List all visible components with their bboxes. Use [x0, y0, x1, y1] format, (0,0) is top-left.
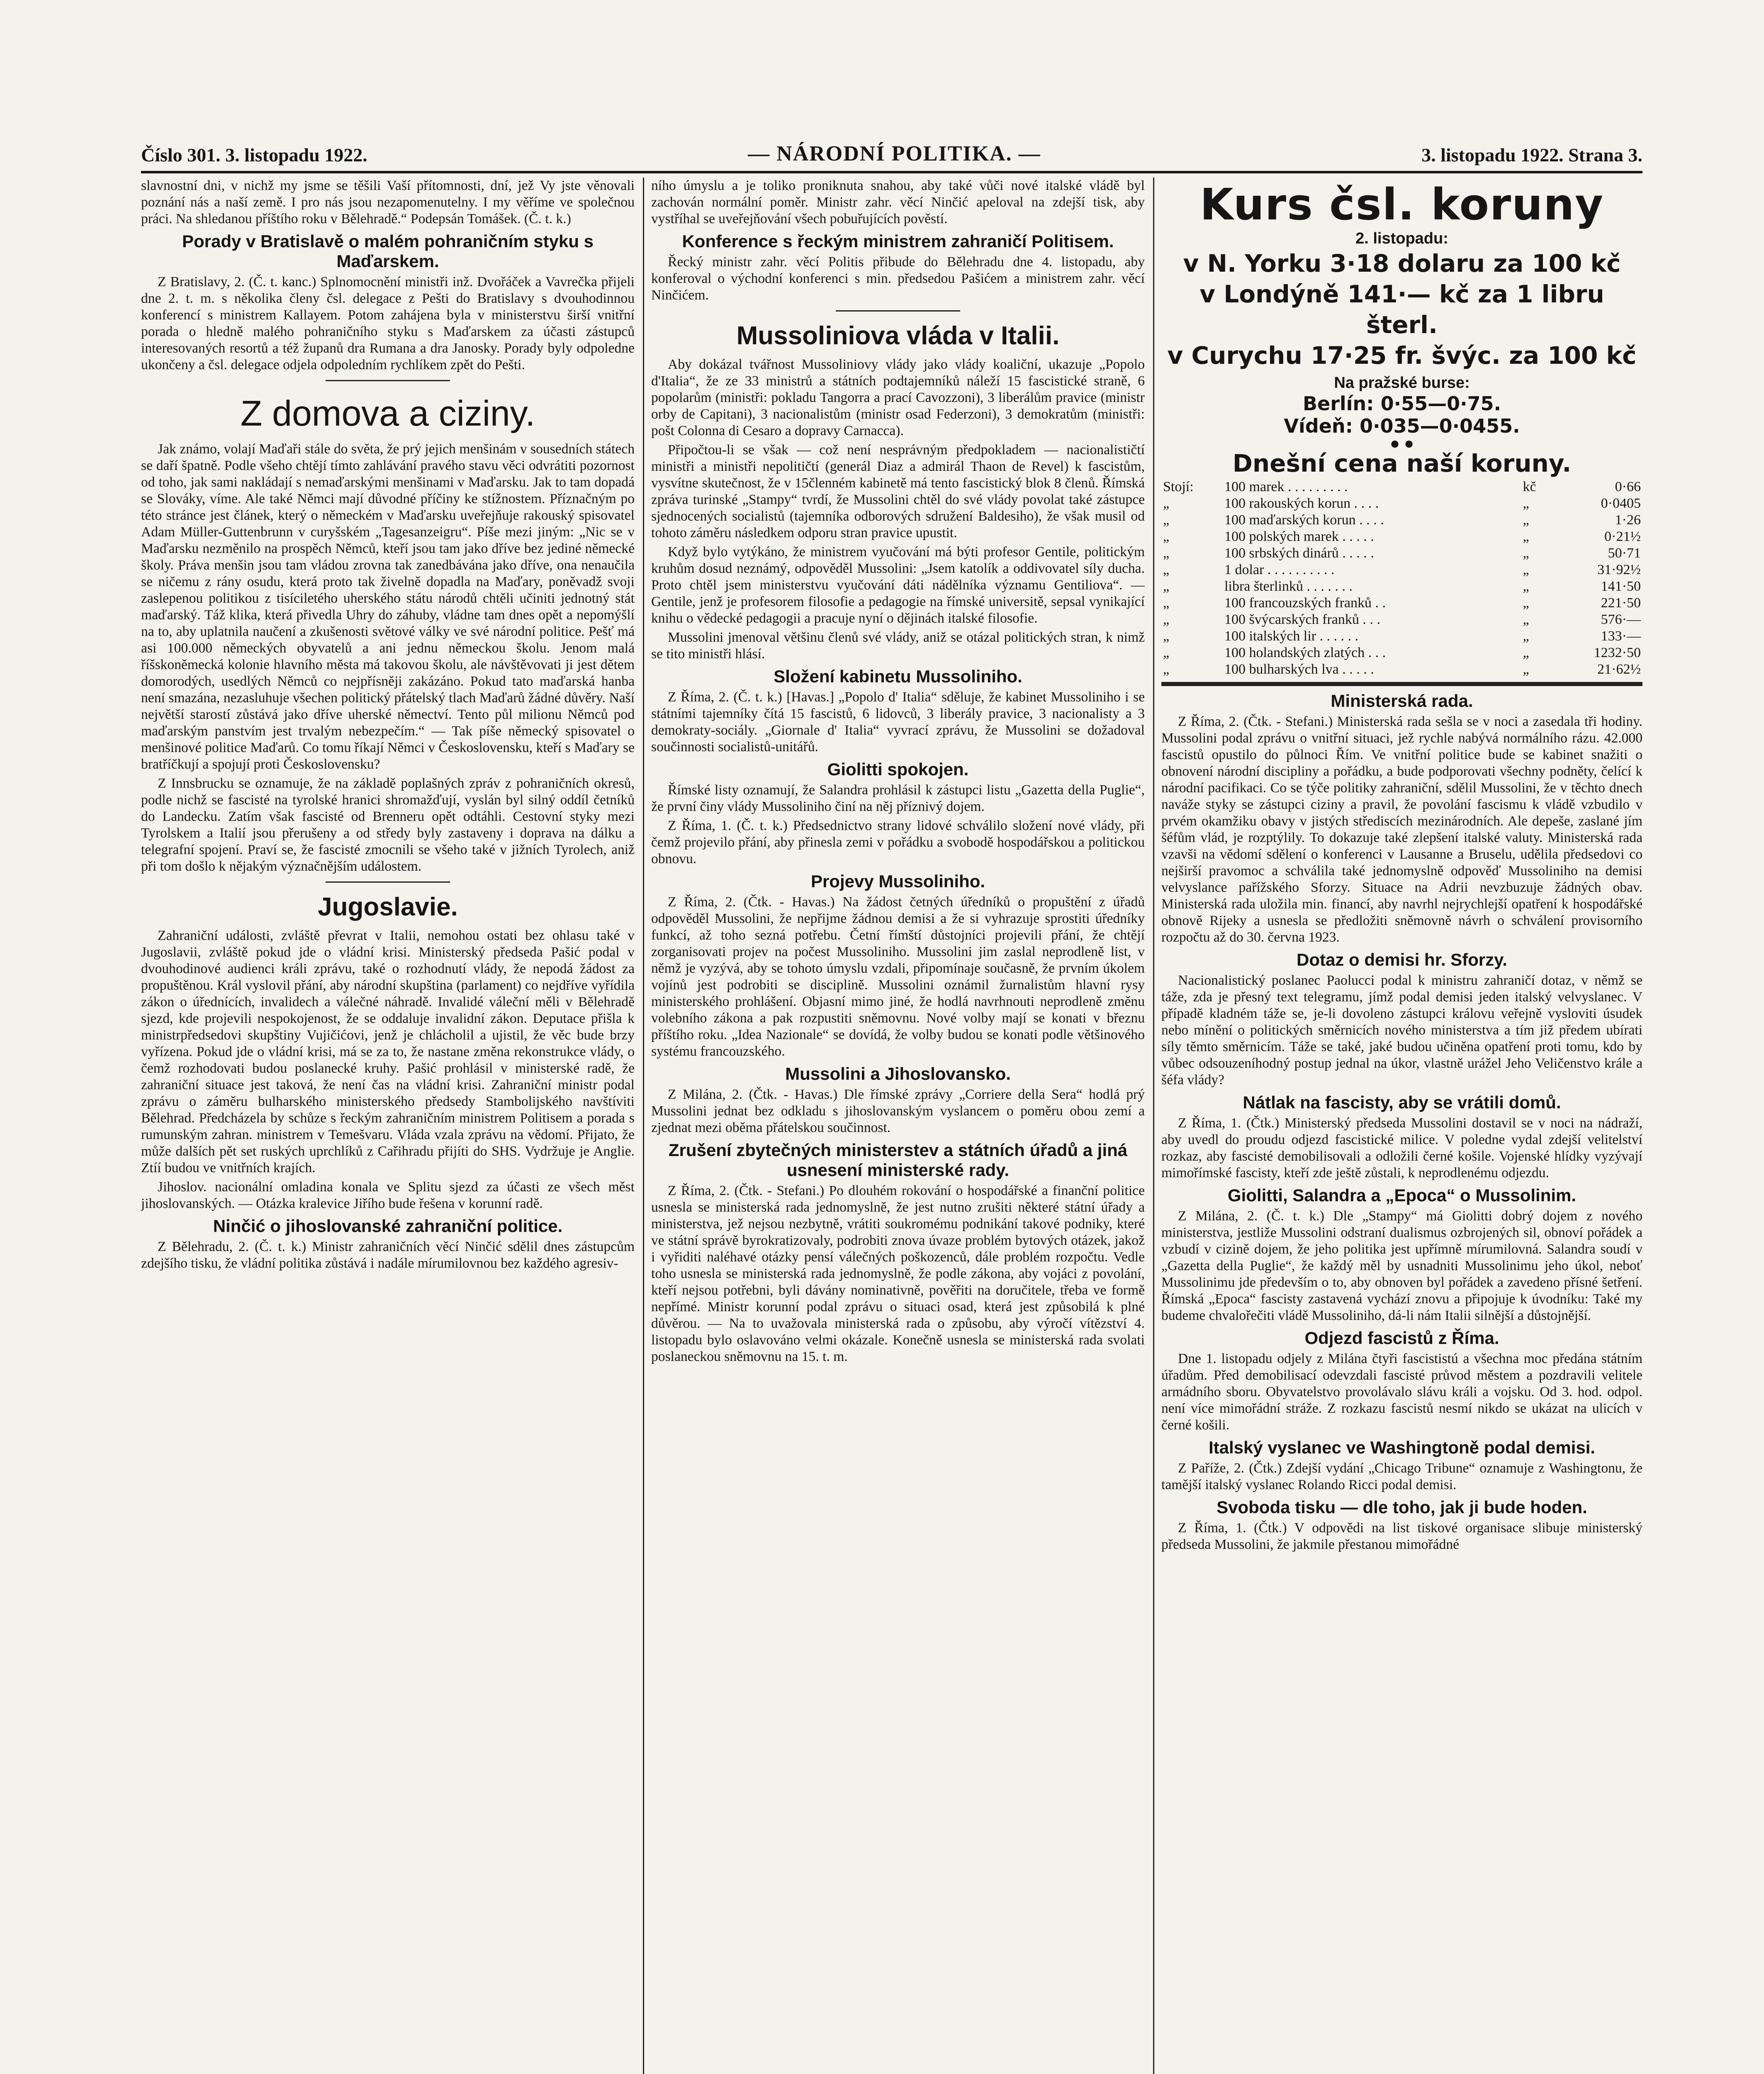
rate-prefix: „: [1163, 579, 1170, 594]
headline-giolitti-salandra: Giolitti, Salandra a „Epoca“ o Mussolinim.: [1227, 1185, 1577, 1205]
rates-table: [1161, 479, 1642, 678]
section-title-jugoslavie: Jugoslavie.: [318, 893, 458, 921]
rate-row: [1161, 595, 1642, 611]
headline-odjezd: Odjezd fascistů z Říma.: [1304, 1328, 1499, 1348]
exchange-rate-title: Kurs čsl. koruny: [1200, 179, 1604, 230]
header-rule: [141, 171, 1642, 173]
rate-label: 100 maďarských korun . . . .: [1224, 512, 1384, 528]
rate-prefix: „: [1163, 628, 1170, 644]
article-mussolini-4: Mussolini jmenoval většinu členů své vlády, aniž se otázal politických stran, k nimž se tito ministři hlásí.: [651, 630, 1145, 662]
column-divider: [1153, 178, 1154, 2074]
rate-unit: „: [1523, 545, 1529, 561]
article-zruseni: Z Říma, 2. (Čtk. - Stefani.) Po dlouhém rokování o hospodářské a finanční politice usnesla se ministerská rada jednomyslně, že jest nutno zrušiti některé státní úřady a ministerstva, jež nejsou nezbytně, vrátiti soukromému podnikání takové podniky, které ve státní správě byrokratizovaly, podrobiti znova úvaze problém bytových otázek, jakož i vyřiditi naléhavé otázky pensí válečných poškozenců, dále problém rozpočtu. Vedle toho usnesla se ministerská rada jednomyslně, že podle zákona, aby vojáci z povolání, kteří nejsou potřebni, byli dávány nominativně, pověřiti na doručitele, třeba ve formě nepřímé. Ministr korunní podal zprávu o situaci osad, která jest způsobilá k plné důvěrou. — Na to uvažovala ministerská rada o způsobu, aby výročí vítězství 4. listopadu bylo oslavováno velmi okázale. Konečně usnesla se ministerská rada svolati poslaneckou sněmovnu na 15. t. m.: [651, 1183, 1145, 1364]
rate-unit: „: [1523, 645, 1529, 660]
article-continuation: slavnostní dni, v nichž my jsme se těšili Vaší přítomnosti, dní, jež Vy jste věnovali poznání nás a naší země. I pro nás jsou nezapomenutelny. I my věříme ve společnou práci. Na shledanou příštího roku v Bělehradě.“ Podepsán Tomášek. (Č. t. k.): [141, 178, 635, 226]
bourse-berlin: Berlín: 0·55—0·75.: [1302, 392, 1501, 415]
article-mussolini-3: Když bylo vytýkáno, že ministrem vyučování má býti profesor Gentile, politickým kruhům dosud neznámý, odpověděl Mussolini: „Jsem katolík a oddivovatel síly ducha. Proto chtěl jsem ministerstvu vyučování dáti nádělníka významu Gentiliova“. — Gentile, jenž je profesorem filosofie a pedagogie na římské universitě, sepsal vynikající knihu o vědecké pedagogii a pracuje nyní o dějinách italské filosofie.: [651, 544, 1145, 626]
article-slozeni: Z Říma, 2. (Č. t. k.) [Havas.] „Popolo d' Italia“ sděluje, že kabinet Mussoliniho i se státními tajemníky čítá 15 fascistů, 6 lidovců, 3 liberály pravice, 3 nacionalisty a 3 demokraty-sociály. „Giornale d' Italia“ vyvrací zprávu, že Mussolini se dožadoval součinnosti socialistů-unitářů.: [651, 689, 1145, 755]
article-nincic: Z Bělehradu, 2. (Č. t. k.) Ministr zahraničních věcí Ninčić sdělil dnes zástupcům zdejšího tisku, že vládní politika zůstává i nadále mírumilovnou bez každého agresiv-: [141, 1239, 635, 1271]
headline-projevy: Projevy Mussoliniho.: [810, 871, 985, 891]
rate-unit: „: [1523, 512, 1529, 528]
rate-row: [1161, 645, 1642, 661]
headline-porady: Porady v Bratislavě o malém pohraničním styku s Maďarskem.: [182, 231, 594, 271]
rate-row: [1161, 495, 1642, 512]
newspaper-title: — NÁRODNÍ POLITIKA. —: [748, 142, 1041, 166]
headline-washington: Italský vyslanec ve Washingtoně podal demisi.: [1208, 1438, 1596, 1457]
rate-label: 100 švýcarských franků . . .: [1224, 612, 1380, 627]
rate-zurich: v Curychu 17·25 fr. švýc. za 100 kč: [1167, 341, 1637, 370]
rate-value: 576·—: [1601, 612, 1641, 627]
newspaper-page: [141, 133, 1642, 2074]
article-giolitti-salandra: Z Milána, 2. (Č. t. k.) Dle „Stampy“ má Giolitti dobrý dojem z nového ministerstva, jestliže Mussolini odstraní dualismus ozbrojených sil, obnoví pořádek a vzbudí v cizině dojem, že jeho politika jest upřímně mírumilovná. Salandra soudí v „Gazetta della Puglie“, že každý měl by usnadniti Mussolinimu jeho úkol, neboť Mussolinimu jde především o to, aby obnoven byl pořádek a zavedeno přísné šetření. Římská „Epoca“ fascisty zastavená vychází znovu a připojuje k úvodníku: Také my budeme chvalořečiti vládě Mussoliniho, dá-li nám Italii silnější a důstojnější.: [1161, 1208, 1642, 1323]
rate-row: [1161, 611, 1642, 628]
article-ministerska-rada: Z Říma, 2. (Čtk. - Stefani.) Ministerská rada sešla se v noci a zasedala tři hodiny. Mussolini podal zprávu o vnitřní situaci, jež rychle nabývá normálního rázu. 42.000 fascistů opustilo do půlnoci Řím. Ve vnitřní politice bude se kabinet snažiti o obnovení národní discipliny a pořádku, a bude podporovati všechny podněty, čelící k národní pacifikaci. Co se týče politiky zahraniční, sdělil Mussolini, že v těchto dnech naváže styky se zástupci ciziny a pravil, že povolání fascismu k vládě vzbudilo v prvém okamžiku obavy v jistých střediscích mezinárodních. Ale depeše, zaslané jím šéfům vlád, je rozptýlily. To dokazuje také zlepšení italské valuty. Ministerská rada vzavši na vědomí sdělení o konferenci v Lausanne a Bruselu, udělila předsedovi co nejširší pravomoc a schválila také jednomyslně odpověď Mussoliniho na demisi velvyslance pařížského Sforzy. Situace na Adrii nevzbuzuje žádných obav. Ministerská rada uložila min. financí, aby navrhl nejrychlejší opatření k hospodářské obnově Rijeky a usnesla se předložiti sněmovně návrh o schválení provisorního rozpočtu až do 30. června 1923.: [1161, 714, 1642, 945]
headline-ministerska-rada: Ministerská rada.: [1331, 691, 1473, 711]
headline-natlak: Nátlak na fascisty, aby se vrátili domů.: [1243, 1093, 1561, 1112]
column-1: [141, 178, 635, 2074]
rate-value: 141·50: [1601, 579, 1641, 594]
rate-label: libra šterlinků . . . . . . .: [1224, 579, 1353, 594]
article-domova-1: Jak známo, volají Maďaři stále do světa, že prý jejich menšinám v sousedních státech se daří špatně. Podle všeho chtějí tímto zahlávání pravého stavu věci odvrátiti pozornost od toho, jak sami nakládají s nemaďarskými menšinami v Maďarsku. Jak to tam dopadá se Slováky, víme. Ale také Němci mají důvodné příčiny ke stížnostem. Příznačným po této stránce jest článek, který o německém v Maďarsku uveřejňuje rakouský spisovatel Adam Müller-Guttenbrunn v curyšském „Tagesanzeigru“. Píše mezi jiným: „Nic se v Maďarsku nezměnilo na prospěch Němců, kteří jsou tam jako dříve bez jediné německé školy. Práva menšin jsou tam vládou zrovna tak zanedbávána jako dříve, ona nenaučila se ničemu z rány osudu, která proto tak živelně dopadla na Maďary, poněvadž svoji zaslepenou politikou z tisíciletého uherského státu národů chtěli učiniti jednotný stát maďarský. Táž klika, která přivedla Uhry do záhuby, vládne tam dnes opět a nepomýšlí na to, aby uplatnila naučení a zkušenosti světové války ve své národní politice. Pešť má asi 100.000 německých obyvatelů a ani jednu německou školu. Jenom malá říšskoněmecká kolonie hlavního města má takovou školu, ale návštěvovati ji jest dětem domorodých, usedlých Němců co nejpřísněji zakázáno. Pokud tato maďarská hanba není smazána, nezasluhuje všechen politický přátelský tlach Maďarů žádné důvěry. Naší největší starostí zůstává jako dříve uherské němectví. Tento půl milionu Němců pod maďarským panstvím jest trvalým nebezpečím.“ — Tak píše německý spisovatel o menšinové politice Maďarů. Co tomu říkají Němci v Československu, kteří s Maďary se bratříčkují a spojují proti Československu?: [141, 441, 635, 772]
rate-unit: „: [1523, 579, 1529, 594]
article-giolitti-1: Římské listy oznamují, že Salandra prohlásil k zástupci listu „Gazetta della Puglie“, že první činy vlády Mussoliniho činí na něj příznivý dojem.: [651, 782, 1145, 814]
rate-row: [1161, 628, 1642, 645]
rate-unit: „: [1523, 529, 1529, 544]
rate-label: 100 rakouských korun . . . .: [1224, 496, 1379, 511]
rate-unit: kč: [1523, 479, 1536, 494]
ornament-dots: ● ●: [1389, 434, 1414, 453]
rate-row: [1161, 545, 1642, 562]
rate-row: [1161, 562, 1642, 578]
article-mussolini-2: Připočtou-li se však — což není nesprávným předpokladem — nacionalističtí ministři a ministři nepolitičtí (generál Diaz a admirál Thaon de Revel) k fascistům, vysvítne skutečnost, že v 15členném kabinetě má tento fascistický blok 8 členů. Římská zpráva turinské „Stampy“ tvrdí, že Mussolini chtěl do své vlády povolat také zástupce sjednocených socialistů (tajemníka odborových sdružení Baldesiho), že však musil od tohoto záměru následkem odporu stran pravice upustit.: [651, 442, 1145, 540]
rate-label: 100 srbských dinárů . . . . .: [1224, 545, 1374, 561]
article-sforza: Nacionalistický poslanec Paolucci podal k ministru zahraničí dotaz, v němž se táže, zda je přesný text telegramu, jímž podal demisi jeden italský velvyslanec. V případě kladném táže se, je-li dovoleno zástupci královu veřejně vysloviti úsudek nebo mínění o politických směrnicích nového ministerstva a tím již předem ubírati síly těmto směrnicím. Táže se také, jaké budou učiněna opatření proti tomu, kdo by vůbec odsouzeníhodný postup jednal na úkor, vlastně urážel Jeho Veličenstvo krále a šéfa vlády?: [1161, 973, 1642, 1088]
rate-prefix: „: [1163, 545, 1170, 561]
rate-value: 0·66: [1615, 479, 1641, 494]
rate-row: [1161, 661, 1642, 678]
rate-prefix: „: [1163, 662, 1170, 677]
rate-prefix: „: [1163, 612, 1170, 627]
headline-jihoslovansko: Mussolini a Jihoslovansko.: [785, 1064, 1011, 1083]
masthead: [141, 133, 1642, 166]
rate-value: 133·—: [1601, 628, 1641, 644]
rate-unit: „: [1523, 628, 1529, 644]
headline-nincic: Ninčić o jihoslovanské zahraniční politice.: [213, 1216, 563, 1236]
rate-value: 0·0405: [1601, 496, 1641, 511]
rate-prefix: „: [1163, 512, 1170, 528]
page-info: 3. listopadu 1922. Strana 3.: [1421, 144, 1642, 166]
separator: [836, 310, 960, 312]
article-domova-2: Z Innsbrucku se oznamuje, že na základě poplašných zpráv z pohraničních okresů, podle nichž se fascisté na tyrolské hranici shromažďují, vyslán byl silný oddíl četníků do Landecku. Zatím však fascisté od Brenneru opět odtáhli. Cestovní styky mezi Tyrolskem a Italií jsou přerušeny a od středy byly zastaveny i doprava na dálku a telegrafní spojení. Praví se, že fascisté zmocnili se všeho také v jižních Tyrolech, aniž při tom došlo k nějakým význačnějším událostem.: [141, 776, 635, 874]
article-giolitti-2: Z Říma, 1. (Č. t. k.) Předsednictvo strany lidové schválilo složení nové vlády, při čemž projevilo přání, aby přinesla zemi v pořádku a svobodě hospodářskou a politickou obnovu.: [651, 818, 1145, 867]
column-divider: [643, 178, 644, 2074]
article-jihoslovansko: Z Milána, 2. (Čtk. - Havas.) Dle římské zprávy „Corriere della Sera“ hodlá prý Mussolini jednat bez odkladu s jihoslovanským vyslancem o poměru obou zemí a zjednat mezi oběma přátelskou součinnost.: [651, 1087, 1145, 1135]
article-natlak: Z Říma, 1. (Čtk.) Ministerský předseda Mussolini dostavil se v noci na nádraží, aby uvedl do proudu odjezd fascistické milice. V poledne vydal zdejší velitelství rozkaz, aby fascisté demobilisovali a odložili černé košile. Vojenské hlídky vyzývají mimořímské fascisty, kteří zde ještě zůstali, k neprodlenému odjezdu.: [1161, 1115, 1642, 1181]
article-jugoslavie-1: Zahraniční události, zvláště převrat v Italii, nemohou ostati bez ohlasu také v Jugoslavii, zvláště pokud jde o vládní krisi. Ministerský předseda Pašić podal v dvouhodinové audienci králi zprávu, také o rozhodnutí vlády, že nepodá žádost za propuštěnou. Král vyslovil přání, aby národní skupština (parlament) co nejdříve vyřídila zákon o úřednících, invalidech a válečné náhradě. Invalidé váleční měli v Bělehradě sjezd, kde projevili nespokojenost, že se oddaluje invalidní zákon. Deputace přišla k ministrpředsedovi skupštiny Vujičićovi, jenž je chlácholil a ujistil, že věc bude brzy vyřízena. Pokud jde o vládní krisi, má se za to, že nastane změna rekonstrukce vlády, o čemž rozhodovati budou poslanecké kruhy. Pašić prohlásil v ministerské radě, že zahraniční situace jest taková, že není čas na vládní krisi. Zahraniční ministr podal zprávu o záměru bulharského ministerského předsedy Stambolijského navštíviti Bělehrad. Předcházela by schůze s řeckým zahraničním ministrem Politisem a porada s rumunským zahran. ministrem v Temešvaru. Vláda vzala zprávu na vědomí. Přijato, že může dalších pět set ruských uprchlíků z Cařihradu přijíti do SHS. Vydržuje je Anglie. Ztíí budou ve vnitřních krajích.: [141, 928, 635, 1176]
rate-unit: „: [1523, 612, 1529, 627]
article-washington: Z Paříže, 2. (Čtk.) Zdejší vydání „Chicago Tribune“ oznamuje z Washingtonu, že tamější italský vyslanec Rolando Ricci podal demisi.: [1161, 1461, 1642, 1492]
rate-value: 31·92½: [1597, 562, 1641, 577]
article-jugoslavie-2: Jihoslov. nacionální omladina konala ve Splitu sjezd za účasti ze všech měst jihoslovanských. — Otázka kralevice Jiřího bude řešena v korunní radě.: [141, 1179, 635, 1211]
rate-unit: „: [1523, 662, 1529, 677]
rate-row: [1161, 528, 1642, 545]
rate-label: 100 italských lir . . . . . .: [1224, 628, 1359, 644]
separator: [326, 380, 450, 381]
rate-prefix: „: [1163, 595, 1170, 611]
column-3: [1161, 178, 1642, 2074]
article-porady: Z Bratislavy, 2. (Č. t. kanc.) Splnomocnění ministři inž. Dvořáček a Vavrečka přijeli dne 2. t. m. s několika členy čsl. delegace z Pešti do Bratislavy s dvouhodinnou konferencí s ministrem Kallayem. Potom zahájena byla v ministerstvu širší vnitřní porada o hledně malého pohraničního styku s Maďarskem za účasti zástupců interesovaných resortů a též županů dra Rumana a dra Janosky. Porady byly odpoledne ukončeny a čsl. delegace odjela odpoledním rychlíkem zpět do Pešti.: [141, 274, 635, 372]
prague-bourse-title: Na pražské burse:: [1334, 374, 1470, 392]
rate-label: 100 bulharských lva . . . . .: [1224, 662, 1374, 677]
section-title-mussolini: Mussoliniova vláda v Italii.: [736, 321, 1060, 350]
rate-value: 1·26: [1615, 512, 1641, 528]
separator: [326, 881, 450, 883]
column-2: [651, 178, 1145, 2074]
rate-prefix: „: [1163, 645, 1170, 660]
rate-label: 100 francouzských franků . .: [1224, 595, 1386, 611]
crown-price-title: Dnešní cena naší koruny.: [1232, 449, 1572, 477]
rate-row: [1161, 512, 1642, 528]
rate-prefix: Stojí:: [1163, 479, 1194, 494]
rate-label: 100 marek . . . . . . . . .: [1224, 479, 1348, 494]
rate-unit: „: [1523, 595, 1529, 611]
headline-sforza: Dotaz o demisi hr. Sforzy.: [1297, 950, 1507, 969]
article-mussolini-1: Aby dokázal tvářnost Mussoliniovy vlády jako vlády koaliční, ukazuje „Popolo d'Italia“, že ze 33 ministrů a státních podtajemníků náleží 15 fascistické straně, 6 popolarům (ministři: pokladu Tangorra a prací Cavozzoni), 3 liberálům pravice (ministr orby de Capitani), 3 nacionalistům (ministr osad Federzoni), 3 demokratům (ministři: pošt Colonna di Cesaro a dopravy Carnacca).: [651, 357, 1145, 438]
headline-svoboda: Svoboda tisku — dle toho, jak ji bude hoden.: [1217, 1497, 1587, 1517]
rate-label: 100 polských marek . . . . .: [1224, 529, 1374, 544]
rate-london: v Londýně 141·— kč za 1 libru šterl.: [1200, 280, 1604, 339]
rate-value: 21·62½: [1597, 662, 1641, 677]
article-odjezd: Dne 1. listopadu odjely z Milána čtyři fascististú a všechna moc předána státním úřadům. Před demobilisací odevzdali fascisté průvod městem a pozdravili velitele armádního sboru. Obyvatelstvo provolávalo slávu králi a vojsku. Od 3. hod. odpol. není více mimořádní stráže. Z rozkazu fascistů nesmí nikdo se ukázat na ulicích v černé košili.: [1161, 1351, 1642, 1433]
article-projevy: Z Říma, 2. (Čtk. - Havas.) Na žádost četných úředníků o propuštění z úřadů odpověděl Mussolini, že nepřijme žádnou demisi a že si vyhrazuje sprostiti úředníky funkcí, až toho sezná potřebu. Četní římští důstojníci projevili přání, že chtějí zorganisovati projev na počest Mussoliniho. Mussolini jim zaslal neprodleně list, v němž je vyzývá, aby se tohoto úmyslu vzdali, připomínaje současně, že prvním úkolem vojínů jest podrobiti se disciplině. Mussolini oznámil žurnalistům hlavní rysy ministerského prohlášení. Objasní mimo jiné, že hodlá navrhnouti neprodleně změnu volebního zákona a pak rozpustiti sněmovnu. Nové volby mají se konati v březnu příštího roku. „Idea Nazionale“ se dovídá, že volby budou se konati podle většinového systému francouzského.: [651, 894, 1145, 1059]
rate-row: [1161, 479, 1642, 495]
headline-zruseni: Zrušení zbytečných ministerstev a státních úřadů a jiná usnesení ministerské rady.: [668, 1140, 1128, 1180]
headline-konference: Konference s řeckým ministrem zahraničí Politisem.: [682, 231, 1114, 251]
rate-unit: „: [1523, 496, 1529, 511]
article-continuation: ního úmyslu a je toliko proniknuta snahou, aby také vůči nové italské vládě byl zachován normální poměr. Ministr zahr. věcí Ninčić apeloval na zdejší tisk, aby vystříhal se uveřejňování všech pobuřujících pověstí.: [651, 178, 1145, 226]
rate-prefix: „: [1163, 496, 1170, 511]
article-konference: Řecký ministr zahr. věcí Politis přibude do Bělehradu dne 4. listopadu, aby konferoval o východní konferenci s min. předsedou Pašićem a ministrem zahr. věcí Ninčićem.: [651, 254, 1145, 303]
article-svoboda: Z Říma, 1. (Čtk.) V odpovědi na list tiskové organisace slibuje ministerský předseda Mussolini, že jakmile přestanou mimořádné: [1161, 1520, 1642, 1552]
headline-giolitti: Giolitti spokojen.: [827, 759, 969, 779]
rate-label: 100 holandských zlatých . . .: [1224, 645, 1386, 660]
rate-unit: „: [1523, 562, 1529, 577]
rate-value: 221·50: [1601, 595, 1641, 611]
rate-label: 1 dolar . . . . . . . . . .: [1224, 562, 1335, 577]
thick-rule: [1161, 682, 1642, 686]
rate-value: 0·21½: [1604, 529, 1641, 544]
rate-new-york: v N. Yorku 3·18 dolaru za 100 kč: [1183, 249, 1621, 278]
rate-row: [1161, 578, 1642, 595]
headline-slozeni: Složení kabinetu Mussoliniho.: [774, 667, 1022, 686]
rate-value: 50·71: [1608, 545, 1641, 561]
rate-value: 1232·50: [1594, 645, 1641, 660]
rate-prefix: „: [1163, 529, 1170, 544]
exchange-rate-date: 2. listopadu:: [1355, 230, 1448, 247]
bourse-vienna: Vídeň: 0·035—0·0455.: [1284, 415, 1520, 437]
section-title-domova: Z domova a ciziny.: [240, 394, 535, 433]
rate-prefix: „: [1163, 562, 1170, 577]
issue-info: Číslo 301. 3. listopadu 1922.: [141, 144, 367, 166]
